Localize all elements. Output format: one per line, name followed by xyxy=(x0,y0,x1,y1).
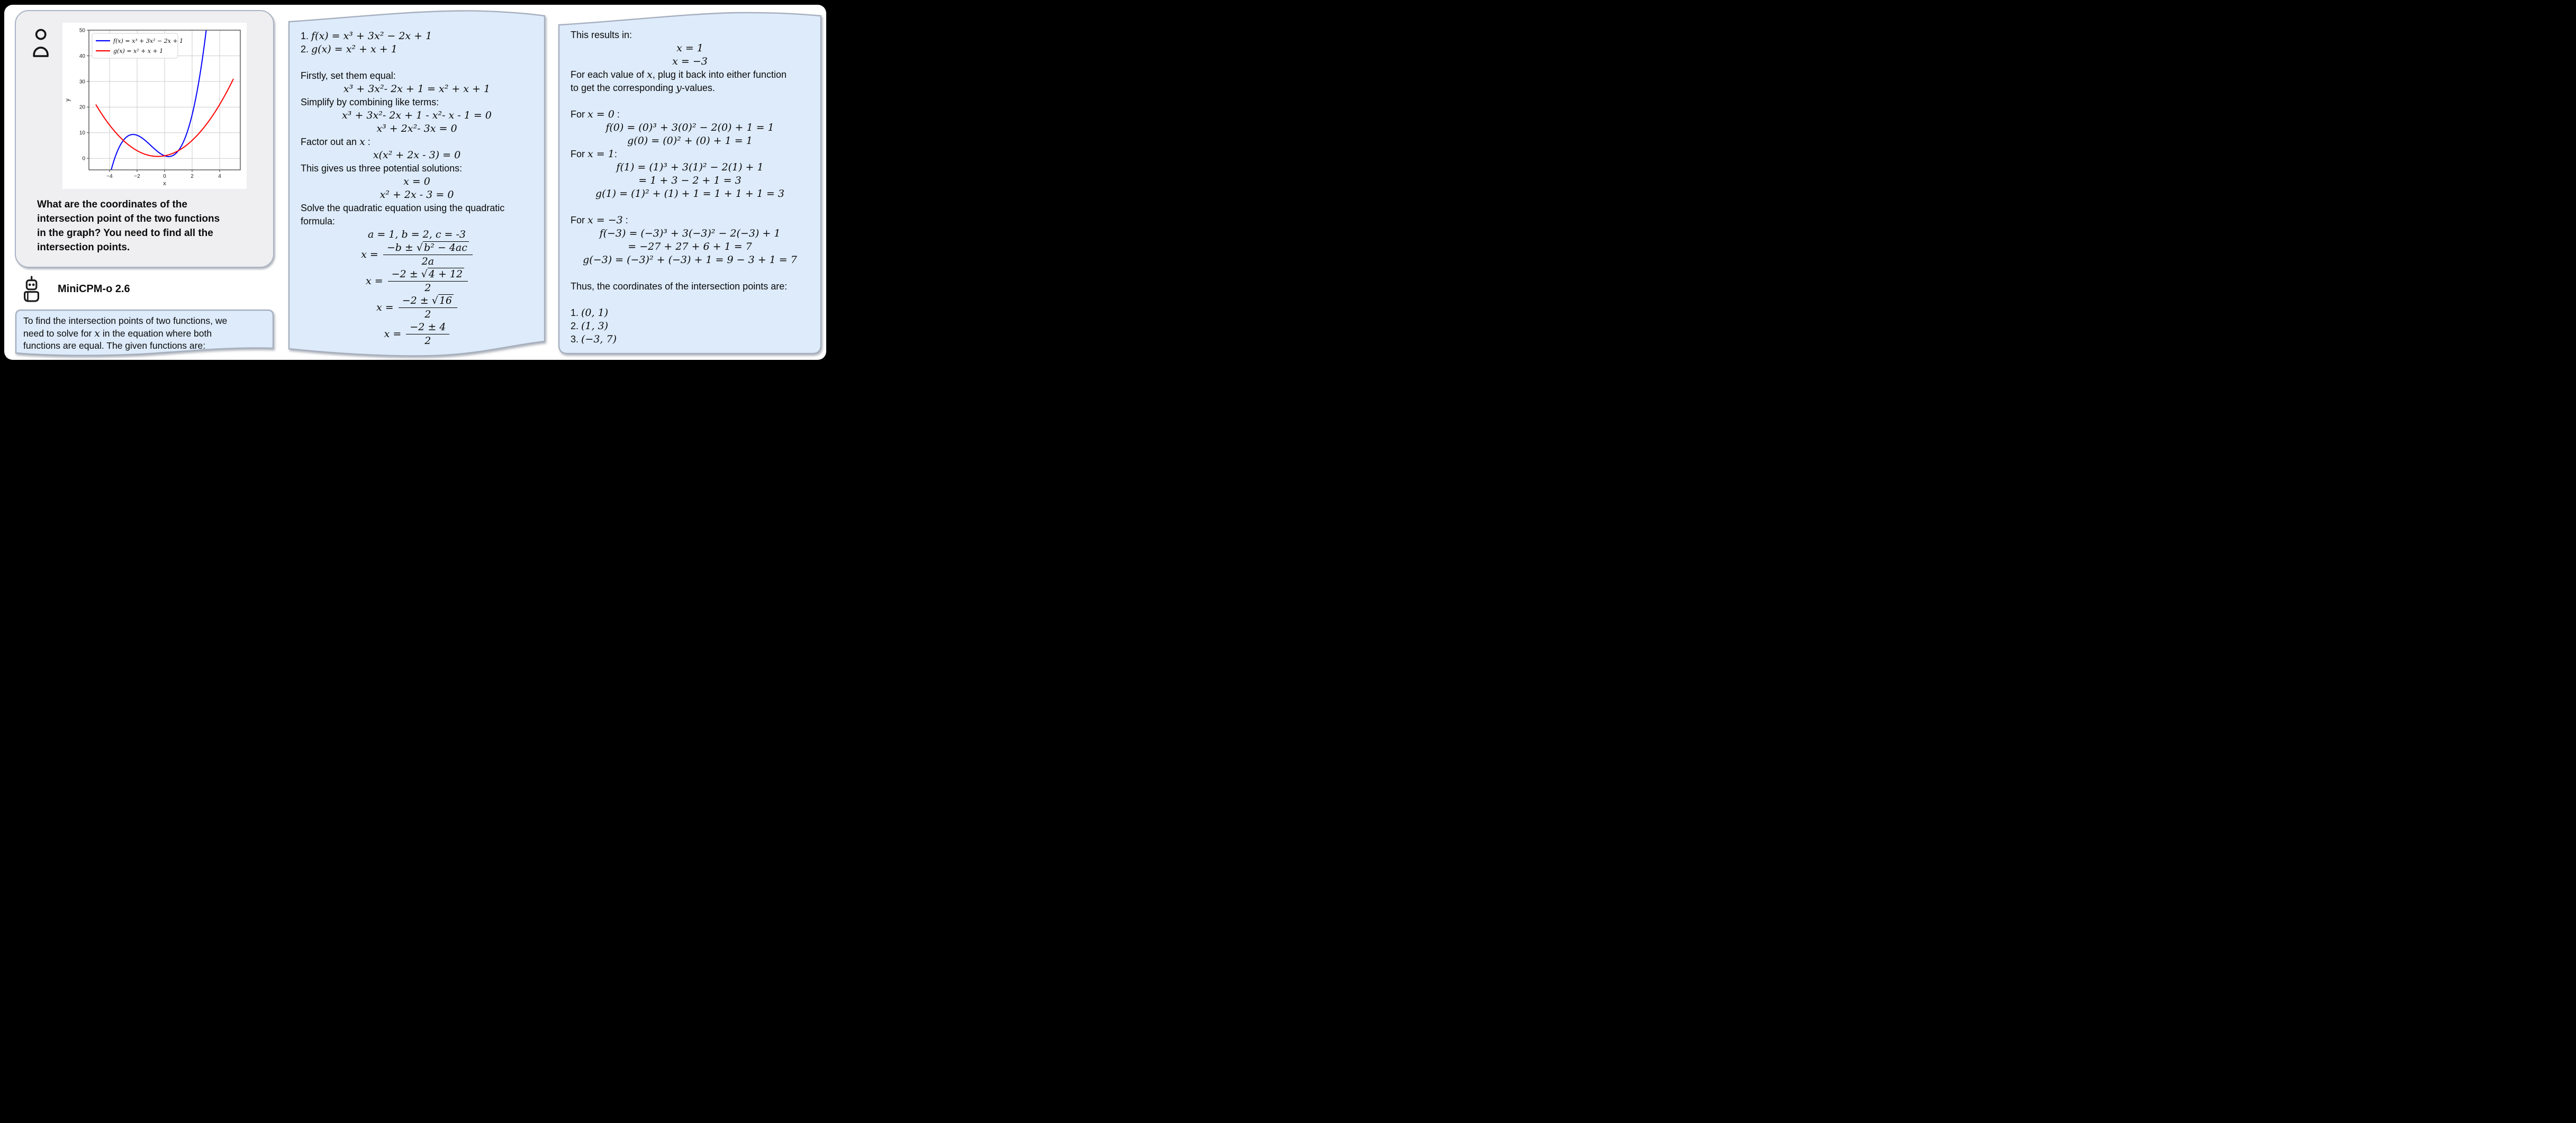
content-line: x² + 2x - 3 = 0 xyxy=(379,189,454,201)
answer-panel-middle xyxy=(288,10,546,360)
spacer xyxy=(571,201,809,214)
fraction-line: x = $\frac{-2 \pm 4}{2}$ xyxy=(301,321,533,347)
content-line: Simplify by combining like terms: xyxy=(301,97,439,107)
fraction-line: x = $\frac{-2 \pm √ 16}{2}$ xyxy=(301,294,533,321)
svg-text:0: 0 xyxy=(163,174,166,179)
content-line: to get the corresponding y-values. xyxy=(571,82,715,94)
fraction-line: x = $\frac{-2 \pm √ 4 + 12}{2}$ xyxy=(301,268,533,294)
content-line: For x = 1: xyxy=(571,148,617,160)
svg-text:0: 0 xyxy=(82,156,85,162)
content-line: For x = −3 : xyxy=(571,214,628,226)
answer-right-text xyxy=(558,11,822,355)
content-line: x³ + 3x²- 2x + 1 - x²- x - 1 = 0 xyxy=(342,110,492,121)
content-line: For each value of x, plug it back into either function xyxy=(571,69,787,80)
content-line: g(1) = (1)² + (1) + 1 = 1 + 1 + 1 = 3 xyxy=(595,188,784,200)
svg-text:2: 2 xyxy=(191,174,194,179)
content-line: x = 0 xyxy=(403,176,430,187)
content-line: 3. (−3, 7) xyxy=(571,333,617,345)
content-line: f(−3) = (−3)³ + 3(−3)² − 2(−3) + 1 xyxy=(599,228,781,239)
content-line: To find the intersection points of two functions, we xyxy=(23,315,228,326)
content-line: Firstly, set them equal: xyxy=(301,70,396,81)
content-line: x³ + 3x²- 2x + 1 = x² + x + 1 xyxy=(343,83,491,95)
content-line: x³ + 2x²- 3x = 0 xyxy=(376,123,457,134)
content-line: x(x² + 2x - 3) = 0 xyxy=(373,149,461,161)
content-line: functions are equal. The given functions are: xyxy=(23,340,206,351)
spacer xyxy=(571,293,809,306)
svg-text:−2: −2 xyxy=(134,174,140,179)
question-text xyxy=(37,197,265,255)
plot-canvas xyxy=(62,23,247,189)
answer-bubble-text xyxy=(15,309,274,359)
answer-middle-text xyxy=(288,10,546,360)
content-line: For x = 0 : xyxy=(571,108,620,120)
svg-text:y: y xyxy=(65,98,71,102)
content-line: Thus, the coordinates of the intersection points are: xyxy=(571,281,788,292)
svg-text:40: 40 xyxy=(79,53,85,59)
svg-text:4: 4 xyxy=(218,174,221,179)
svg-text:20: 20 xyxy=(79,104,85,111)
model-name: MiniCPM-o 2.6 xyxy=(58,283,130,295)
content-line: intersection point of the two functions xyxy=(37,213,220,224)
content-line: g(−3) = (−3)² + (−3) + 1 = 9 − 3 + 1 = 7 xyxy=(583,254,797,266)
content-line: Factor out an x : xyxy=(301,136,370,148)
content-line: = 1 + 3 − 2 + 1 = 3 xyxy=(638,175,742,186)
answer-bubble xyxy=(15,309,274,359)
svg-text:f(x) = x³ + 3x² − 2x + 1: f(x) = x³ + 3x² − 2x + 1 xyxy=(113,37,184,44)
svg-text:10: 10 xyxy=(79,130,85,137)
content-line: formula: xyxy=(301,216,336,227)
answer-panel-right xyxy=(558,11,822,355)
content-line: 2. g(x) = x² + x + 1 xyxy=(301,43,397,55)
content-line: What are the coordinates of the xyxy=(37,199,187,210)
fraction-line: x = $\frac{\text{−b ± √ b² − 4ac}}{2a}$ xyxy=(301,241,533,268)
content-line: in the graph? You need to find all the xyxy=(37,228,213,239)
content-line: a = 1, b = 2, c = -3 xyxy=(368,229,466,240)
spacer xyxy=(571,267,809,280)
demo-figure xyxy=(0,0,830,362)
spacer xyxy=(571,95,809,108)
content-line: g(0) = (0)² + (0) + 1 = 1 xyxy=(627,135,753,147)
content-line: 2. (1, 3) xyxy=(571,320,609,332)
spacer xyxy=(301,56,533,69)
content-line: x = −3 xyxy=(672,56,708,67)
svg-text:50: 50 xyxy=(79,28,85,34)
svg-text:−4: −4 xyxy=(106,174,113,179)
svg-text:30: 30 xyxy=(79,79,85,85)
robot-icon xyxy=(24,276,39,305)
content-line: 1. (0, 1) xyxy=(571,307,609,319)
content-line: Solve the quadratic equation using the quadratic xyxy=(301,203,505,213)
content-line: x = 1 xyxy=(676,42,703,54)
function-plot xyxy=(62,23,247,189)
white-card xyxy=(4,5,826,360)
content-line: intersection points. xyxy=(37,242,130,253)
content-line: f(0) = (0)³ + 3(0)² − 2(0) + 1 = 1 xyxy=(605,122,774,133)
svg-text:x: x xyxy=(163,180,166,187)
content-line: need to solve for x in the equation where both xyxy=(23,327,212,339)
user-icon xyxy=(33,28,49,60)
user-question-panel xyxy=(15,10,274,268)
content-line: = −27 + 27 + 6 + 1 = 7 xyxy=(628,241,752,252)
content-line: 1. f(x) = x³ + 3x² − 2x + 1 xyxy=(301,30,432,42)
content-line: This results in: xyxy=(571,30,632,40)
svg-text:g(x) = x² + x + 1: g(x) = x² + x + 1 xyxy=(113,47,164,55)
content-line: This gives us three potential solutions: xyxy=(301,163,463,174)
content-line: f(1) = (1)³ + 3(1)² − 2(1) + 1 xyxy=(616,161,764,173)
